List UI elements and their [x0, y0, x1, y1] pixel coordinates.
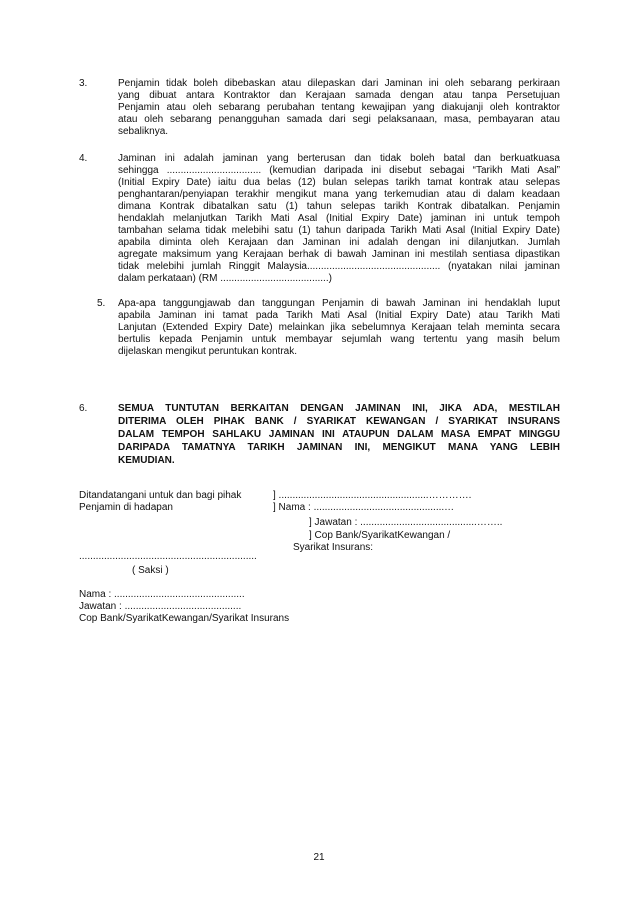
- clause-6-number: 6.: [79, 403, 88, 414]
- clause-3-line: yang dibuat antara Kontraktor dan Kerajaan samada dengan atau tanpa Persetujuan: [118, 90, 560, 101]
- clause-3-line: sebaliknya.: [118, 126, 169, 137]
- clause-6-line: DARIPADA TAMATNYA TARIKH JAMINAN INI, MENGIKUT MANA YANG LEBIH: [118, 442, 560, 453]
- page-number: 21: [313, 852, 325, 863]
- witness-stamp-line: Cop Bank/SyarikatKewangan/Syarikat Insurans: [79, 613, 290, 624]
- signed-for-label: Ditandatangani untuk dan bagi pihak: [79, 490, 242, 501]
- clause-5-number: 5.: [97, 298, 106, 309]
- signature-line: ] ......................................................………….: [273, 490, 472, 501]
- name-line: ] Nama : ...............................................…: [273, 502, 455, 513]
- clause-5-line: bertulis kepada Penjamin untuk membayar sejumlah wang tertentu yang masih belum: [118, 334, 560, 345]
- clause-5-line: dijelaskan mengikut peruntukan kontrak.: [118, 346, 297, 357]
- clause-3-line: Penjamin atau oleh sebarang perubahan tentang kewajipan yang diakujanji oleh kontraktor: [118, 102, 560, 113]
- witness-signature-line: ................................................................: [79, 551, 257, 562]
- clause-4-line: (Initial Expiry Date) iaitu dua belas (12) bulan selepas tarikh tamat kontrak atau selepas: [118, 177, 560, 188]
- witness-name-line: Nama : ...............................................: [79, 589, 245, 600]
- clause-6-line: KEMUDIAN.: [118, 455, 175, 466]
- guarantor-before-label: Penjamin di hadapan: [79, 502, 173, 513]
- clause-3-line: Penjamin tidak boleh dibebaskan atau dilepaskan dari Jaminan ini oleh sebarang perkiraan: [118, 78, 560, 89]
- clause-3-line: atau oleh sebarang penangguhan samada dari segi pelaksanaan, masa, pembayaran atau: [118, 114, 560, 125]
- clause-4-line: dalam perkataan) (RM .......................................): [118, 273, 332, 284]
- clause-6-line: DALAM TEMPOH SAHLAKU JAMINAN INI ATAUPUN DALAM MASA EMPAT MINGGU: [118, 429, 560, 440]
- clause-6-line: SEMUA TUNTUTAN BERKAITAN DENGAN JAMINAN INI, JIKA ADA, MESTILAH: [118, 403, 560, 414]
- clause-4-number: 4.: [79, 153, 88, 164]
- clause-3-number: 3.: [79, 78, 88, 89]
- clause-4-line: dimana Kontrak dibatalkan satu (1) tahun selepas tarikh Kontrak dibatalkan. Penjamin: [118, 201, 560, 212]
- clause-5-line: apabila Jaminan ini tamat pada Tarikh Mati Asal (Initial Expiry Date) atau Tarikh Mati: [118, 310, 560, 321]
- clause-4-line: hendaklah melanjutkan Tarikh Mati Asal (Initial Expiry Date) jaminan ini untuk tempoh: [118, 213, 560, 224]
- clause-6-line: DITERIMA OLEH PIHAK BANK / SYARIKAT KEWANGAN / SYARIKAT INSURANS: [118, 416, 560, 427]
- clause-5-line: Lanjutan (Extended Expiry Date) melainkan jika sebelumnya Kerajaan telah meminta secara: [118, 322, 560, 333]
- clause-4-line: Jaminan ini adalah jaminan yang berterusan dan tidak boleh batal dan berkuatkuasa: [118, 153, 560, 164]
- stamp-line-continued: Syarikat Insurans:: [293, 542, 374, 553]
- witness-label: ( Saksi ): [132, 565, 169, 576]
- clause-4-line: tidak melebihi jumlah Ringgit Malaysia................................................ (nyatakan nilai jaminan: [118, 261, 560, 272]
- position-line: ] Jawatan : ..........................................……..: [309, 517, 503, 528]
- clause-4-line: sehingga .................................. (kemudian daripada ini disebut sebagai “Tarikh Mati Asal”: [118, 165, 560, 176]
- clause-4-line: apabila diminta oleh Kerajaan dan Jaminan ini adalah dengan ini dilanjutkan. Jumlah: [118, 237, 560, 248]
- witness-position-line: Jawatan : ..........................................: [79, 601, 242, 612]
- clause-4-line: agregate maksimum yang Kerajaan berhak di bawah Jaminan ini mestilah sentiasa dipastikan: [118, 249, 560, 260]
- clause-5-line: Apa-apa tanggungjawab dan tanggungan Penjamin di bawah Jaminan ini hendaklah luput: [118, 298, 560, 309]
- clause-4-line: tambahan selama tidak melebihi satu (1) tahun daripada Tarikh Mati Asal (Initial Expiry Date): [118, 225, 560, 236]
- stamp-line: ] Cop Bank/SyarikatKewangan /: [309, 530, 451, 541]
- clause-4-line: penghantaran/penyiapan terakhir mengikut mana yang terkemudian atau di dalam keadaan: [118, 189, 560, 200]
